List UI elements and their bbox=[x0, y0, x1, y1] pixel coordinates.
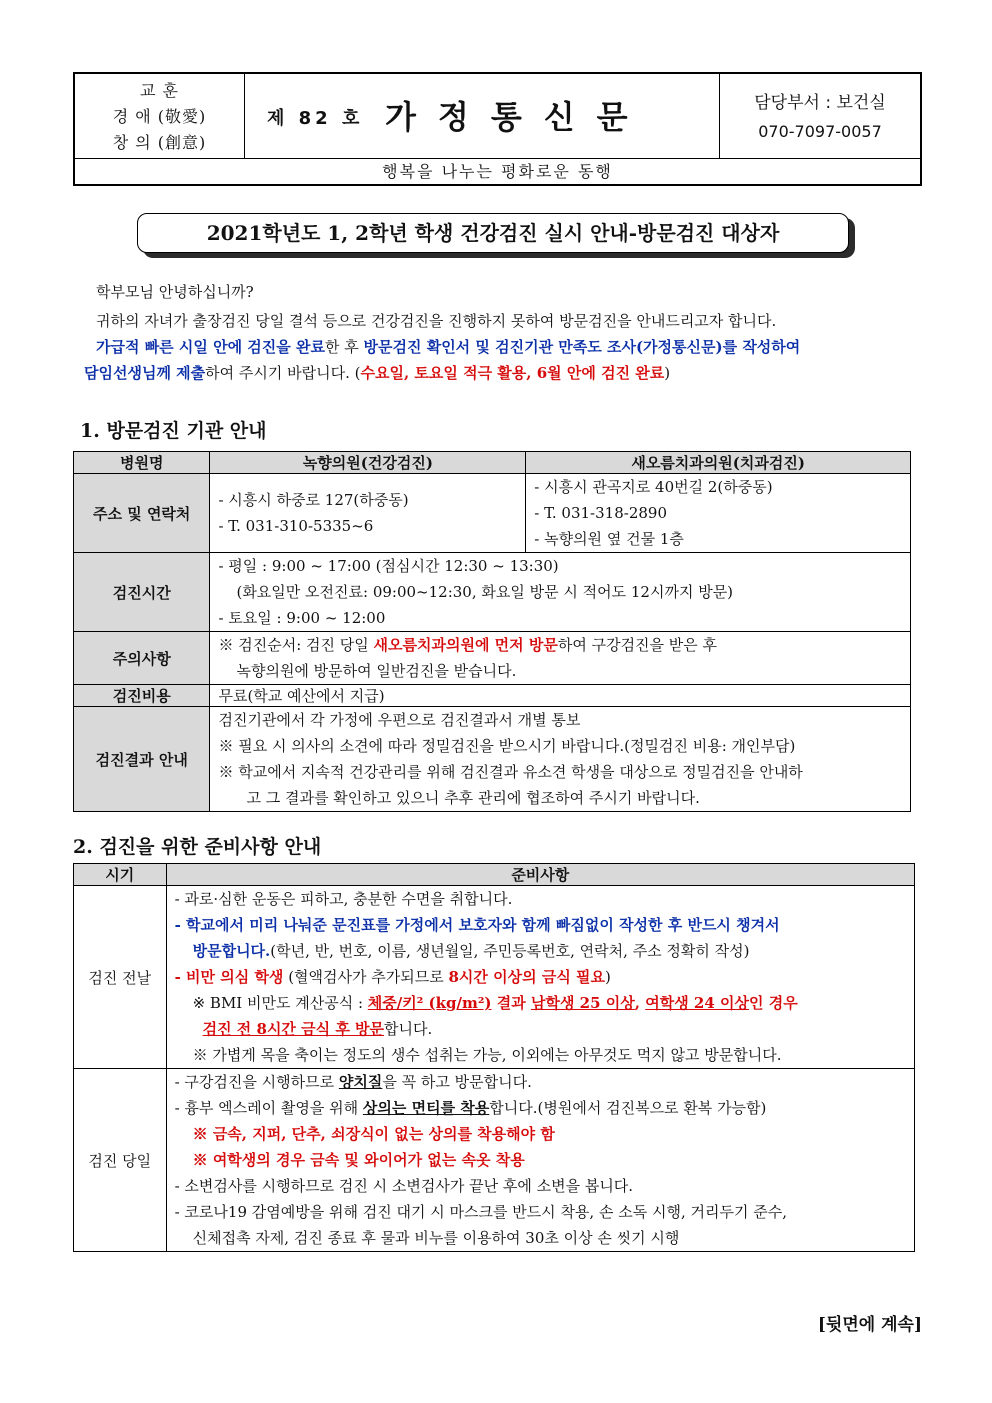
prep-warning: ※ 금속, 지퍼, 단추, 쇠장식이 없는 상의를 착용해야 함 bbox=[192, 1125, 555, 1143]
prep-text: - 흉부 엑스레이 촬영을 위해 bbox=[174, 1099, 363, 1117]
prep-line bbox=[175, 1016, 914, 1042]
results-cell bbox=[210, 707, 911, 812]
prep-text: ※ BMI 비만도 계산공식 : bbox=[192, 994, 368, 1012]
row-label-address: 주소 및 연락처 bbox=[74, 474, 210, 553]
greeting: 학부모님 안녕하십니까? bbox=[96, 283, 254, 301]
intro-line-2: 귀하의 자녀가 출장검진 당일 결석 등으로 건강검진을 진행하지 못하여 방문검진을 안내드리고자 합니다. bbox=[96, 312, 777, 330]
bmi-formula-line bbox=[175, 990, 914, 1016]
prep-emphasis: 8시간 이상의 금식 필요 bbox=[448, 968, 606, 986]
bmi-threshold-male: 남학생 25 이상 bbox=[530, 994, 635, 1012]
prep-text: 을 꼭 하고 방문합니다. bbox=[382, 1073, 532, 1091]
day-before-cell bbox=[166, 886, 914, 1069]
prep-text: - 구강검진을 시행하므로 bbox=[174, 1073, 339, 1091]
result-line: ※ 학교에서 지속적 건강관리를 위해 검진결과 유소견 학생을 대상으로 정밀검진을 안내하 bbox=[218, 763, 803, 781]
note-text: ※ 검진순서: 검진 당일 bbox=[218, 636, 374, 654]
prep-text: 합니다.(병원에서 검진복으로 환복 가능함) bbox=[489, 1099, 767, 1117]
clinic-a-address bbox=[210, 474, 526, 553]
col-preparation: 준비사항 bbox=[166, 864, 914, 886]
prep-text: 합니다. bbox=[384, 1020, 433, 1038]
cost-cell: 무료(학교 예산에서 지급) bbox=[210, 685, 911, 707]
address-line: - 시흥시 관곡지로 40번길 2(하중동) bbox=[534, 478, 773, 496]
bmi-threshold-female: 여학생 24 이상 bbox=[645, 994, 749, 1012]
newsletter-title-block bbox=[245, 74, 720, 158]
clinic-b-address bbox=[526, 474, 911, 553]
newsletter-name: 가정통신문 bbox=[385, 98, 650, 136]
section-1-title: 1. 방문검진 기관 안내 bbox=[80, 420, 267, 442]
row-label-hours: 검진시간 bbox=[74, 553, 210, 632]
clinic-hours bbox=[210, 553, 911, 632]
prep-line: - 코로나19 감염예방을 위해 검진 대기 시 마스크를 반드시 착용, 손 소독 시행, 거리두기 준수, bbox=[174, 1203, 787, 1221]
continued-note: [뒷면에 계속] bbox=[817, 1315, 922, 1335]
intro-text: ) bbox=[664, 364, 671, 382]
prep-line: 신체접촉 자제, 검진 종료 후 물과 비누를 이용하여 30초 이상 손 씻기 시행 bbox=[192, 1229, 680, 1247]
row-label-results: 검진결과 안내 bbox=[74, 707, 210, 812]
intro-deadline: 수요일, 토요일 적극 활용, 6월 안에 검진 완료 bbox=[360, 364, 665, 382]
prep-warning: ※ 여학생의 경우 금속 및 와이어가 없는 속옷 착용 bbox=[192, 1151, 525, 1169]
department-name: 담당부서 : 보건실 bbox=[754, 93, 886, 113]
prep-line: - 소변검사를 시행하므로 검진 시 소변검사가 끝난 후에 소변을 봅니다. bbox=[174, 1177, 634, 1195]
school-motto bbox=[75, 74, 245, 158]
prep-emphasis: - 비만 의심 학생 bbox=[174, 968, 284, 986]
department-phone: 070-7097-0057 bbox=[758, 122, 882, 141]
prep-text: (학년, 반, 번호, 이름, 생년월일, 주민등록번호, 연락처, 주소 정확히 작성) bbox=[270, 942, 750, 960]
prep-line bbox=[175, 938, 914, 964]
note-text: 하여 구강검진을 받은 후 bbox=[557, 636, 718, 654]
intro-emphasis-1: 가급적 빠른 시일 안에 검진을 완료 bbox=[96, 338, 325, 356]
intro-line-4 bbox=[84, 362, 924, 383]
col-timing: 시기 bbox=[74, 864, 167, 886]
col-hospital: 병원명 bbox=[74, 452, 210, 474]
phone-line: - T. 031-318-2890 bbox=[534, 504, 667, 522]
result-line: ※ 필요 시 의사의 소견에 따라 정밀검진을 받으시기 바랍니다.(정밀검진 비용: 개인부담) bbox=[218, 737, 796, 755]
motto-line-2: 창 의 (創意) bbox=[112, 133, 207, 152]
preparation-table bbox=[73, 863, 915, 1252]
issue-number: 제 82 호 bbox=[267, 108, 364, 129]
prep-line-emphasis: - 학교에서 미리 나눠준 문진표를 가정에서 보호자와 함께 빠짐없이 작성한 후 반드시 챙겨서 bbox=[174, 916, 780, 934]
result-line: 고 그 결과를 확인하고 있으니 추후 관리에 협조하여 주시기 바랍니다. bbox=[246, 789, 700, 807]
phone-line: - T. 031-310-5335~6 bbox=[218, 517, 374, 535]
row-label-cost: 검진비용 bbox=[74, 685, 210, 707]
prep-text: ) bbox=[605, 968, 611, 986]
prep-emphasis: 방문합니다. bbox=[192, 942, 271, 960]
department-info bbox=[720, 74, 920, 158]
row-label-exam-day: 검진 당일 bbox=[74, 1069, 167, 1252]
fasting-note: 검진 전 8시간 금식 후 방문 bbox=[202, 1020, 385, 1038]
document-title: 2021학년도 1, 2학년 학생 건강검진 실시 안내-방문검진 대상자 bbox=[137, 213, 849, 253]
row-label-notes: 주의사항 bbox=[74, 632, 210, 685]
newsletter-header bbox=[73, 72, 922, 186]
prep-line: ※ 가볍게 목을 축이는 정도의 생수 섭취는 가능, 이외에는 아무것도 먹지 않고 방문합니다. bbox=[192, 1046, 782, 1064]
note-emphasis: 새오름치과의원에 먼저 방문 bbox=[373, 636, 558, 654]
row-label-day-before: 검진 전날 bbox=[74, 886, 167, 1069]
prep-text: (혈액검사가 추가되므로 bbox=[283, 968, 449, 986]
motto-title: 교 훈 bbox=[140, 81, 179, 100]
intro-emphasis-3: 담임선생님께 제출 bbox=[84, 364, 206, 382]
location-line: - 녹향의원 옆 건물 1층 bbox=[534, 530, 684, 548]
col-clinic-a: 녹향의원(건강검진) bbox=[210, 452, 526, 474]
prep-line bbox=[175, 1069, 914, 1095]
school-slogan: 행복을 나누는 평화로운 동행 bbox=[75, 158, 920, 185]
hours-line: - 평일 : 9:00 ~ 17:00 (점심시간 12:30 ~ 13:30) bbox=[218, 557, 559, 575]
clinic-info-table bbox=[73, 451, 911, 812]
prep-text: , bbox=[634, 994, 646, 1012]
prep-line bbox=[175, 1095, 914, 1121]
note-line-2: 녹향의원에 방문하여 일반검진을 받습니다. bbox=[236, 662, 517, 680]
col-clinic-b: 새오름치과의원(치과검진) bbox=[526, 452, 911, 474]
prep-text: 결과 bbox=[491, 994, 531, 1012]
result-line: 검진기관에서 각 가정에 우편으로 검진결과서 개별 통보 bbox=[218, 711, 581, 729]
clothing-note: 상의는 면티를 착용 bbox=[362, 1099, 490, 1117]
bmi-formula: 체중/키² (kg/m²) bbox=[367, 994, 492, 1012]
hours-line: (화요일만 오전진료: 09:00~12:30, 화요일 방문 시 적어도 12시까지 방문) bbox=[236, 583, 734, 601]
prep-text: 인 경우 bbox=[749, 994, 798, 1012]
intro-text: 한 후 bbox=[324, 338, 364, 356]
notes-cell bbox=[210, 632, 911, 685]
prep-line: - 과로·심한 운동은 피하고, 충분한 수면을 취합니다. bbox=[174, 890, 513, 908]
intro-line-3 bbox=[96, 336, 936, 357]
address-line: - 시흥시 하중로 127(하중동) bbox=[218, 491, 409, 509]
note-line-1 bbox=[218, 632, 910, 658]
prep-line bbox=[175, 964, 914, 990]
intro-emphasis-2: 방문검진 확인서 및 검진기관 만족도 조사(가정통신문)를 작성하여 bbox=[363, 338, 801, 356]
motto-line-1: 경 애 (敬愛) bbox=[112, 107, 207, 126]
intro-text: 하여 주시기 바랍니다. ( bbox=[205, 364, 361, 382]
hours-line: - 토요일 : 9:00 ~ 12:00 bbox=[218, 609, 386, 627]
toothbrush-note: 양치질 bbox=[338, 1073, 383, 1091]
section-2-title: 2. 검진을 위한 준비사항 안내 bbox=[73, 836, 322, 858]
exam-day-cell bbox=[166, 1069, 914, 1252]
